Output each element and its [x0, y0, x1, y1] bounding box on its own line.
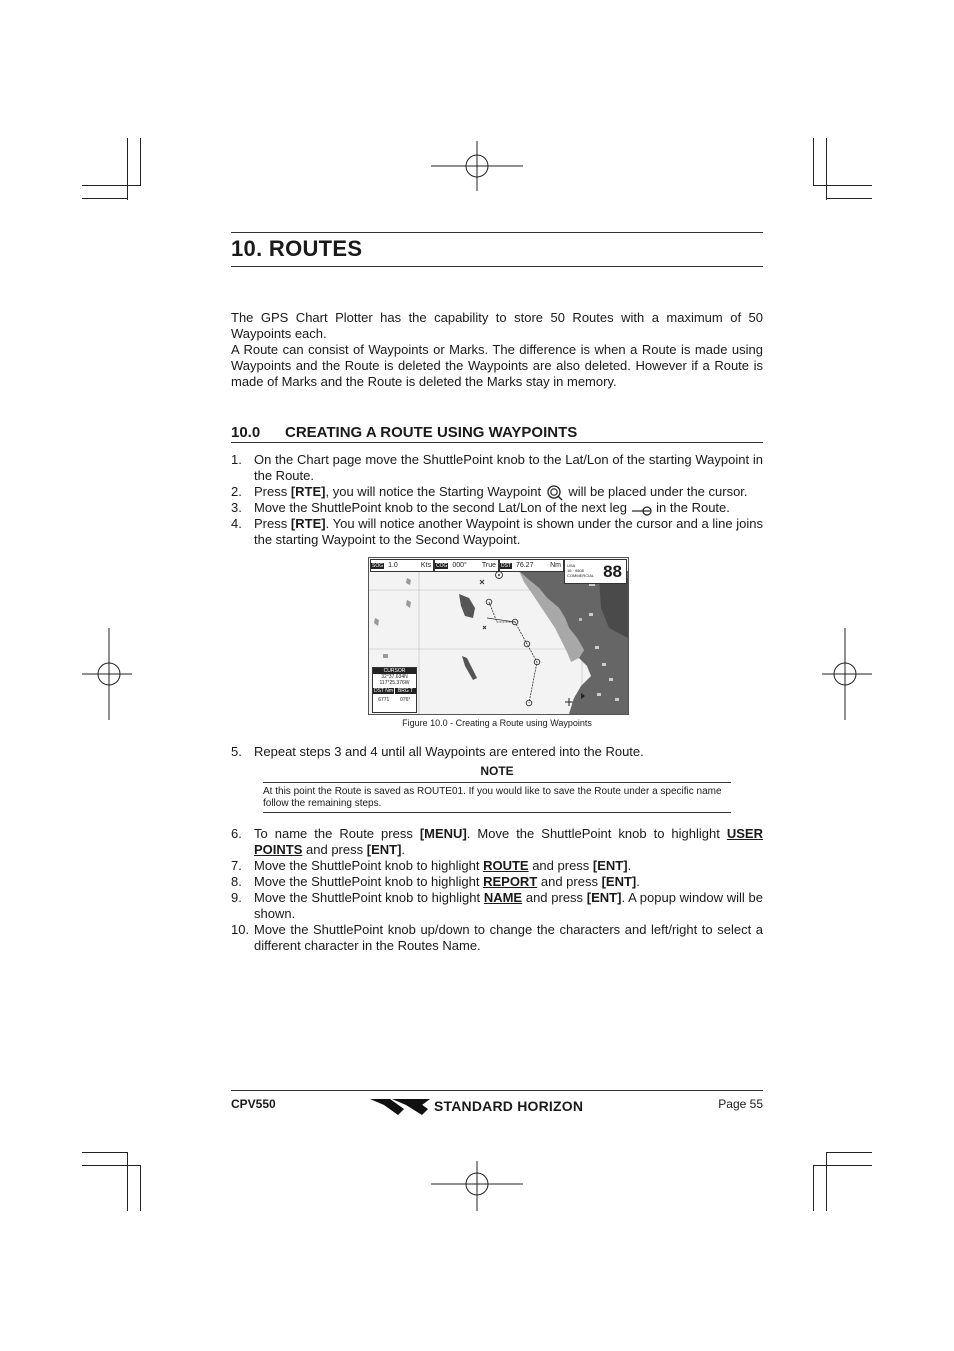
registration-mark: [822, 628, 872, 720]
cog-cell: [434, 559, 499, 572]
title-rule-top: [231, 232, 763, 233]
registration-mark: [431, 141, 523, 191]
note-box: [263, 782, 731, 813]
brand-name: STANDARD HORIZON: [434, 1098, 584, 1114]
step-item: [231, 890, 763, 922]
crop-mark: [140, 138, 141, 186]
footer-rule: [231, 1090, 763, 1091]
cog-value: 000°: [452, 562, 467, 569]
crop-mark: [826, 1152, 827, 1211]
dst-unit: Nm: [550, 562, 561, 569]
sog-label: SOG: [372, 563, 384, 569]
crop-mark: [127, 1152, 128, 1211]
section-title: CREATING A ROUTE USING WAYPOINTS: [285, 424, 578, 441]
crop-mark: [82, 185, 141, 186]
step-text: Move the ShuttlePoint knob up/down to change the characters and left/right to select a different character in the Routes Name.: [254, 922, 763, 953]
standard-horizon-logo: [370, 1097, 626, 1117]
registration-mark: [82, 628, 132, 720]
dst-cell: [499, 559, 564, 572]
cursor-dst-value: 6771: [378, 697, 390, 703]
cursor-brg-header: BRG T: [395, 688, 416, 694]
step-item: [231, 874, 763, 890]
section-rule: [231, 442, 763, 443]
crop-mark: [82, 198, 128, 199]
dst-label: DST: [501, 563, 511, 569]
channel-number: 88: [603, 562, 622, 581]
crop-mark: [813, 138, 814, 186]
crop-mark: [826, 1152, 872, 1153]
cursor-dst-header: DST Nm: [373, 688, 394, 694]
cursor-headers: [373, 688, 416, 694]
crop-mark: [82, 1165, 141, 1166]
intro-paragraph-2: A Route can consist of Waypoints or Marks. The difference is when a Route is made using Waypoints and the Route is deleted the Waypoints are also deleted. However if a Route is made of Marks and the Route is deleted the Marks stay in memory.: [231, 342, 763, 389]
step-item: [231, 826, 763, 858]
crop-mark: [826, 138, 827, 200]
cog-label: COG: [436, 563, 448, 569]
step-number: 9.: [231, 890, 242, 905]
step-item: [231, 922, 763, 954]
title-rule-bottom: [231, 266, 763, 267]
registration-mark: [431, 1161, 523, 1211]
cursor-brg-value: 076°: [400, 697, 411, 703]
intro-paragraph-1: The GPS Chart Plotter has the capability to store 50 Routes with a maximum of 50 Waypoints each.: [231, 310, 763, 341]
step-number: 8.: [231, 874, 242, 889]
channel-label: USA: [567, 563, 576, 568]
footer-page-number: Page 55: [718, 1097, 763, 1111]
crop-mark: [813, 185, 872, 186]
dst-value: 76.27: [515, 562, 534, 569]
step-text: Repeat steps 3 and 4 until all Waypoints are entered into the Route.: [254, 744, 644, 759]
crop-mark: [813, 1165, 872, 1166]
step-number: 10.: [231, 922, 250, 937]
cog-unit: True: [481, 562, 496, 569]
step-text: Move the ShuttlePoint knob to highlight NAME and press [ENT]. A popup window will be shown.: [254, 890, 763, 921]
channel-box: [564, 559, 627, 584]
step-item: [231, 452, 763, 484]
step-number: 2.: [231, 484, 242, 499]
note-text: At this point the Route is saved as ROUTE01. If you would like to save the Route under a specific name follow the remaining steps.: [263, 786, 722, 809]
step-number: 1.: [231, 452, 242, 467]
cursor-title: CURSOR: [373, 668, 416, 674]
step-item: [231, 516, 763, 548]
route-leg-icon: [631, 502, 653, 516]
step-text: On the Chart page move the ShuttlePoint knob to the Lat/Lon of the starting Waypoint in the Route.: [254, 452, 763, 483]
crop-mark: [82, 1152, 128, 1153]
step-number: 3.: [231, 500, 242, 515]
cursor-lon: 117°25.376W: [379, 680, 410, 686]
step-text: Press [RTE]. You will notice another Waypoint is shown under the cursor and a line joins the starting Waypoint to the Second Waypoint.: [254, 516, 764, 547]
sog-cell: [370, 559, 434, 572]
cursor-panel: [372, 667, 417, 713]
start-waypoint-icon: [545, 485, 565, 501]
step-text: Move the ShuttlePoint knob to highlight REPORT and press [ENT].: [254, 874, 640, 889]
logo-mark-icon: [370, 1097, 432, 1117]
sog-value: 1.0: [388, 562, 398, 569]
chapter-title: 10. ROUTES: [231, 236, 363, 261]
step-text: Press [RTE], you will notice the Starting Waypoint will be placed under the cursor.: [254, 484, 748, 499]
crop-mark: [140, 1165, 141, 1211]
step-number: 4.: [231, 516, 242, 531]
step-text: Move the ShuttlePoint knob to the second Lat/Lon of the next leg in the Route.: [254, 500, 730, 515]
step-item: [231, 484, 763, 501]
step-item: [231, 858, 763, 874]
footer-model: CPV550: [231, 1097, 276, 1111]
crop-mark: [127, 138, 128, 200]
channel-sub2: COMMERCIAL: [567, 573, 595, 578]
cursor-lat: 32°37.634N: [381, 674, 408, 680]
sog-unit: Kts: [420, 562, 431, 569]
section-heading: [231, 424, 577, 441]
crop-mark: [813, 1165, 814, 1211]
step-number: 6.: [231, 826, 242, 841]
cursor-values: [373, 697, 416, 703]
step-text: Move the ShuttlePoint knob to highlight ROUTE and press [ENT].: [254, 858, 632, 873]
step-text: To name the Route press [MENU]. Move the ShuttlePoint knob to highlight USER POINTS and press [ENT].: [254, 826, 763, 857]
note-title: NOTE: [480, 764, 514, 778]
channel-sub1: 16 · 9808: [567, 568, 584, 573]
section-number: 10.0: [231, 424, 261, 441]
step-item: [231, 744, 763, 760]
step-item: [231, 500, 763, 516]
chart-screen-figure: [368, 557, 629, 715]
crop-mark: [826, 198, 872, 199]
step-number: 7.: [231, 858, 242, 873]
step-number: 5.: [231, 744, 242, 759]
figure-caption: Figure 10.0 - Creating a Route using Waypoints: [402, 718, 592, 728]
